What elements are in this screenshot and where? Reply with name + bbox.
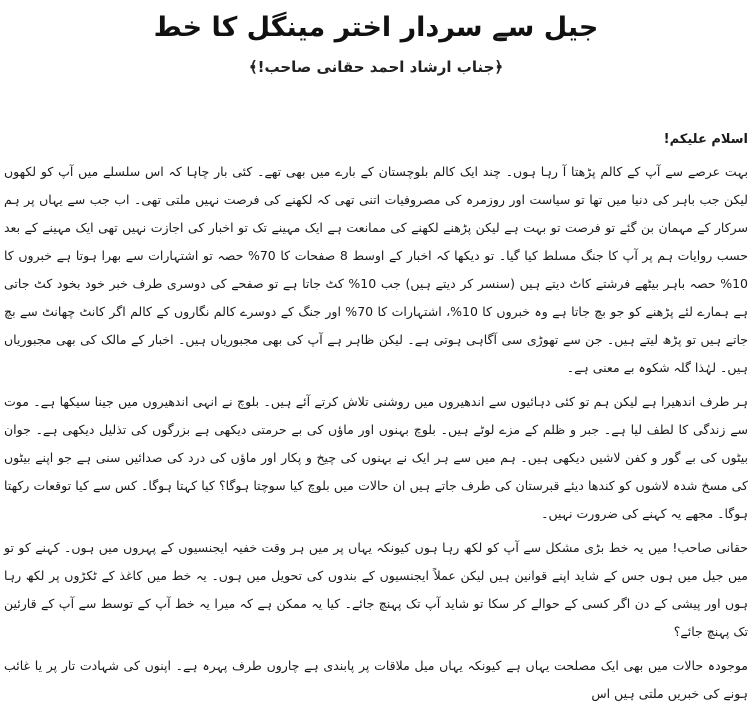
article-title: جیل سے سردار اختر مینگل کا خط (153, 12, 599, 43)
letter-paragraph-2: ہر طرف اندھیرا ہے لیکن ہم تو کئی دہائیوں سے اندھیروں میں روشنی تلاش کرتے آئے ہیں۔ بلوچ نے انہی اندھیروں میں جینا سیکھا ہے۔ موت سے زندگی کا لطف لیا ہے۔ جبر و ظلم کے مزے لوٹے ہیں۔ بلوچ بہنوں اور ماؤں کی بے حرمتی دیکھی ہے بزرگوں کی تذلیل دیکھی ہے۔ جوان بیٹوں کی بے گور و کفن لاشیں دیکھی ہیں۔ ہم میں سے ہر ایک نے بہنوں کی چیخ و پکار اور ماؤں کی درد کی صدائیں سنی ہے جو اپنے بیٹوں کی مسخ شدہ لاشوں کو کندھا دیئے قبرستان کی طرف جاتے ہیں ان حالات میں بلوچ کیا سوچتا ہوگا؟ کیا کہتا ہوگا۔ کس سے کیا توقعات رکھتا ہوگا۔ مجھے یہ کہنے کی ضرورت نہیں۔ (4, 394, 748, 521)
letter-greeting: اسلام علیکم! (663, 132, 748, 147)
letter-body (4, 158, 748, 708)
article-byline: ﴿جناب ارشاد احمد حقانی صاحب!﴾ (248, 58, 504, 76)
article-page (0, 8, 756, 701)
letter-paragraph-3: حقانی صاحب! میں یہ خط بڑی مشکل سے آپ کو لکھ رہا ہوں کیونکہ یہاں پر میں ہر وقت خفیہ ایجنسیوں کے پہروں میں ہوں۔ کہنے کو تو میں جیل میں ہوں جس کے شاید اپنے قوانین ہیں لیکن عملاً ایجنسیوں کے بندوں کی تحویل میں ہوں۔ یہ خط میں کاغذ کے ٹکڑوں پر لکھ رہا ہوں اور پیشی کے دن اگر کسی کے حوالے کر سکا تو شاید آپ تک پہنچ جائے۔ کیا یہ ممکن ہے کہ میرا یہ خط آپ کے توسط سے آپ کے قارئین تک پہنچ جائے؟ (4, 540, 748, 639)
header-spacer (4, 78, 748, 130)
letter-paragraph-1: بہت عرصے سے آپ کے کالم پڑھتا آ رہا ہوں۔ چند ایک کالم بلوچستان کے بارے میں بھی تھے۔ کئی بار چاہا کہ اس سلسلے میں آپ کو لکھوں لیکن جب باہر کی دنیا میں تھا تو سیاست اور روزمرہ کی مصروفیات اتنی تھی کہ لکھنے کی فرصت نہیں ملتی تھی۔ اب جب سے یہاں پر ہم سرکار کے مہمان بن گئے تو فرصت تو بہت ہے لیکن پڑھنے لکھنے کی ممانعت ہے ایک مہینے تک تو اخبار کی اجازت نہیں تھی ایک مہینے کے بعد حسب روایات ہم پر آپ کا جنگ مسلط کیا گیا۔ تو دیکھا کہ اخبار کے اوسط 8 صفحات کا 70% حصہ تو اشتہارات سے بھرا ہوتا ہے خبروں کا 10% حصہ باہر بیٹھے فرشتے کاٹ دیتے ہیں (سنسر کر دیتے ہیں) جب 10% کٹ جاتا ہے تو صفحے کی دوسری طرف خبر خود بخود کٹ جاتی ہے ہمارے لئے پڑھنے کو جو بچ جاتا ہے وہ خبروں کا 10%، اشتہارات کا 70% اور جنگ کے دوسرے کالم نگاروں کے کالم اگر کانٹ چھانٹ سے بچ جاتے ہیں تو پڑھ لیتے ہیں۔ جن سے تھوڑی سی آگاہی ہوتی ہے۔ لیکن ظاہر ہے آپ کی بھی مجبوریاں ہیں۔ اخبار کے مالک کی بھی مجبوریاں ہیں۔ لہٰذا گلہ شکوہ بے معنی ہے۔ (4, 164, 749, 375)
letter-paragraph-4: موجودہ حالات میں بھی ایک مصلحت یہاں ہے کیونکہ یہاں میل ملاقات پر پابندی ہے چاروں طرف پہرہ ہے۔ اپنوں کی شہادت تار پر یا غائب ہونے کی خبریں ملتی ہیں اس (4, 658, 748, 701)
